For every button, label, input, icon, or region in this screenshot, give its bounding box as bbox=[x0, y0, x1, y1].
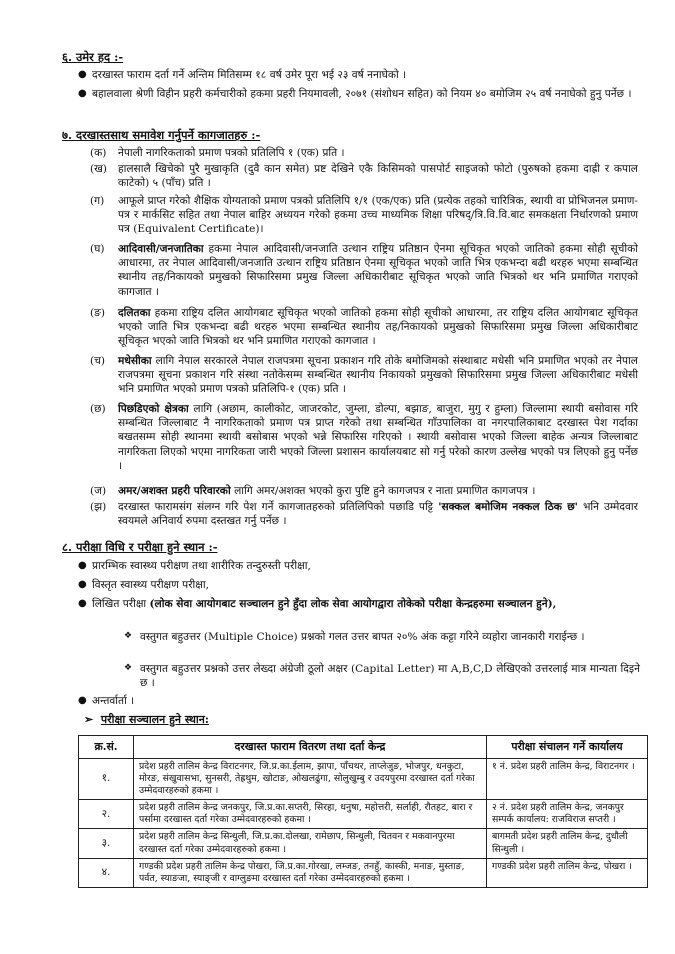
row-office: बागमती प्रदेश प्रहरी तालिम केन्द्र, दुधौली सिन्धुली । bbox=[487, 829, 648, 858]
exam-bullet-bold: (लोक सेवा आयोगबाट सञ्चालन हुने हुँदा लोक सेवा आयोगद्वारा तोकेको परीक्षा केन्द्रहरुमा सञ्चालन हुने), bbox=[149, 598, 557, 610]
exam-heading: ८. परीक्षा विधि र परीक्षा हुने स्थान :- bbox=[62, 540, 218, 554]
doc-item-bold: दलितका bbox=[118, 307, 151, 319]
doc-item-label: (छ) bbox=[90, 403, 106, 415]
table-row bbox=[79, 800, 648, 829]
doc-item-bold: पिछडिएको क्षेत्रका bbox=[118, 403, 189, 415]
bullet-icon: ● bbox=[78, 598, 87, 609]
arrow-right-icon: ➢ bbox=[84, 713, 94, 726]
doc-item-text: भनि उम्मेदवार स्वयमले अनिवार्य रुपमा दस्तखत गर्नु पर्नेछ । bbox=[118, 501, 638, 528]
doc-item-label: (ङ) bbox=[90, 307, 106, 319]
exam-bullet-4 bbox=[78, 694, 640, 708]
doc-item-text: हकमा राष्ट्रिय दलित आयोगबाट सूचिकृत भएको जातिको हकमा सोही सूचीको आधारमा, तर राष्ट्रिय दलित आयोगबाट सूचिकृत भएको जाति भित्र एकभन्दा बढी थरहरु भएमा सम्बन्धित स्थानीय तह/निकायको प्रमुखको सिफारिसमा प्रमुख जिल्ला अधिकारीबाट सूचिकृत भएको जाति भित्रको थर भनि प्रमाणित गराएको कागजात । bbox=[118, 307, 638, 348]
venue-heading-text: परीक्षा सञ्चालन हुने स्थान: bbox=[100, 713, 209, 726]
doc-item-ka bbox=[90, 146, 638, 160]
diamond-bullet-icon: ❖ bbox=[124, 663, 133, 673]
bullet-icon: ● bbox=[78, 69, 87, 80]
doc-item-text: हालसालै खिचेको पुरै मुखाकृति (दुवै कान समेत) प्रष्ट देखिने एकै किसिमको पासपोर्ट साइजको फोटो (पुरुषको हकमा दाह्री र कपाल काटेको) ५ (पाँच) प्रति । bbox=[118, 163, 638, 190]
row-serial: २. bbox=[79, 800, 134, 829]
row-office: १ नं. प्रदेश प्रहरी तालिम केन्द्र, विराटनगर । bbox=[487, 759, 648, 800]
exam-sub-2 bbox=[124, 662, 640, 690]
bullet-icon: ● bbox=[78, 88, 87, 99]
venue-heading bbox=[84, 713, 209, 728]
row-serial: १. bbox=[79, 759, 134, 800]
venue-table bbox=[78, 735, 648, 888]
age-bullet-2 bbox=[78, 87, 640, 101]
exam-bullet-3 bbox=[78, 597, 640, 611]
row-serial: ३. bbox=[79, 829, 134, 858]
table-row bbox=[79, 759, 648, 800]
doc-item-text: हकमा नेपाल आदिवासी/जनजाति उत्थान राष्ट्रिय प्रतिष्ठान ऐनमा सूचिकृत भएको जातिको हकमा सोही सूचीको आधारमा, तर नेपाल आदिवासी/जनजाति उत्थान राष्ट्रिय प्रतिष्ठान ऐनमा सूचिकृत भएको जाति भित्र एकभन्दा बढी थरहरु भएमा सम्बन्धित स्थानीय तह/निकायको प्रमुखको सिफारिसमा प्रमुख जिल्ला अधिकारीबाट सूचिकृत भएको जाति भित्रको थर भनि प्रमाणित गराएको कागजात । bbox=[118, 243, 638, 298]
exam-bullet-text: प्रारम्भिक स्वास्थ्य परीक्षण तथा शारीरिक तन्दुरुस्ती परीक्षा, bbox=[92, 560, 311, 572]
exam-sub-1 bbox=[124, 630, 640, 644]
exam-bullet-text: विस्तृत स्वास्थ्य परीक्षण परीक्षा, bbox=[92, 579, 209, 591]
row-center: प्रदेश प्रहरी तालिम केन्द्र विराटनगर, जि.प्र.का.ईलाम, झापा, पाँचथर, ताप्लेजुङ, भोजपुर, धनकुटा, मोरङ, संखुवासभा, सुनसरी, तेह्रथुम, खोटाङ, ओखलढुंगा, सोलुखुम्बु र उदयपुरमा दरखास्त दर्ता गरेका उम्मेदवारहरुको हकमा । bbox=[134, 759, 487, 800]
age-bullet-1 bbox=[78, 68, 640, 82]
doc-item-label: (च) bbox=[90, 355, 105, 367]
doc-item-text: नेपाली नागरिकताको प्रमाण पत्रको प्रतिलिपि १ (एक) प्रति । bbox=[118, 147, 345, 159]
doc-item-chha bbox=[90, 402, 638, 473]
doc-item-ja bbox=[90, 484, 638, 498]
doc-item-label: (क) bbox=[90, 147, 107, 159]
exam-bullet-1 bbox=[78, 559, 640, 573]
diamond-bullet-icon: ❖ bbox=[124, 631, 133, 641]
doc-item-nga bbox=[90, 306, 638, 349]
doc-item-bold: आदिवासी/जनजातिका bbox=[118, 243, 204, 255]
doc-item-label: (ग) bbox=[90, 195, 105, 207]
row-office: २ नं. प्रदेश प्रहरी तालिम केन्द्र, जनकपुर सम्पर्क कार्यालय: राजविराज सप्तरी । bbox=[487, 800, 648, 829]
bullet-icon: ● bbox=[78, 579, 87, 590]
bullet-icon: ● bbox=[78, 695, 87, 706]
doc-item-text: लागि (अछाम, कालीकोट, जाजरकोट, जुम्ला, डोल्पा, बझाङ, बाजुरा, मुगु र हुम्ला) जिल्लामा स्थायी बसोवास गरि सम्बन्धित जिल्लाबाट नै नागरिकताको प्रमाण पत्र प्राप्त गरेको तथा सम्बन्धित गाँउपालिका वा नगरपालिकाबाट दरखास्त पेश गर्दाका बखतसम्म सोही स्थानमा स्थायी बसोबास भएको भन्ने सिफारिस गरिएको । स्थायी बसोवास भएको जिल्ला बाहेक अन्यत्र जिल्लाबाट नागरिकता लिएको भएमा नागरिकता जारी भएको जिल्ला प्रशासन कार्यालयबाट सो गर्नु परेको कारण उल्लेख भएको पत्र लिएको हुनु पर्नेछ । bbox=[118, 403, 638, 472]
doc-item-label: (घ) bbox=[90, 243, 105, 255]
doc-item-bold: अमर/अशक्त प्रहरी परिवारको bbox=[118, 485, 231, 497]
exam-bullet-text: अन्तर्वार्ता । bbox=[92, 695, 135, 707]
table-row bbox=[79, 829, 648, 858]
doc-item-text: दरखास्त फारामसंग संलग्न गरि पेश गर्ने कागजातहरुको प्रतिलिपिको पछाडि पट्टि bbox=[118, 501, 433, 513]
doc-item-kha bbox=[90, 162, 638, 190]
row-serial: ४. bbox=[79, 858, 134, 887]
doc-item-jha bbox=[90, 500, 638, 528]
row-center: गण्डकी प्रदेश प्रहरी तालिम केन्द्र पोखरा, जि.प्र.का.गोरखा, लम्जङ, तनहुँ, कास्की, मनाङ, मुस्ताङ, पर्वत, स्याङजा, स्याङ्जी र वाग्लुङमा दरखास्त दर्ता गरेका उम्मेदवारहरुको हकमा । bbox=[134, 858, 487, 887]
doc-item-text: आफूले प्राप्त गरेको शैक्षिक योग्यताको प्रमाण पत्रको प्रतिलिपि १/१ (एक/एक) प्रति (प्रत्येक तहको चारित्रिक, स्थायी वा प्रोभिजनल प्रमाण-पत्र र मार्कसिट सहित तथा नेपाल बाहिर अध्ययन गरेको हकमा उच्च माध्यमिक शिक्षा परिषद्/त्रि.वि.वि.बाट समकक्षता निर्धारणको प्रमाण पत्र (Equivalent Certificate)। bbox=[118, 195, 638, 236]
doc-item-text: लागि नेपाल सरकारले नेपाल राजपत्रमा सूचना प्रकाशन गरि तोके बमोजिमको संस्थाबाट मधेसी भनि प्रमाणित भएको तर नेपाल राजपत्रमा सूचना प्रकाशन गरि संस्था नतोकेसम्म सम्बन्धित स्थानीय निकायको प्रमुखको सिफारिसमा प्रमुख जिल्ला अधिकारीबाट मधेसी भनि प्रमाणित भएको प्रमाण पत्रको प्रतिलिपि-१ (एक) प्रति । bbox=[118, 355, 638, 396]
docs-heading: ७. दरखास्तसाथ समावेश गर्नुपर्ने कागजातहरु :- bbox=[62, 128, 261, 142]
exam-bullet-2 bbox=[78, 578, 640, 592]
header-center: दरखास्त फाराम वितरण तथा दर्ता केन्द्र bbox=[134, 736, 487, 759]
header-serial: क्र.सं. bbox=[79, 736, 134, 759]
doc-item-label: (ज) bbox=[90, 485, 107, 497]
age-bullet-2-text: बहालवाला श्रेणी विहीन प्रहरी कर्मचारीको हकमा प्रहरी नियमावली, २०७१ (संशोधन सहित) को नियम ४० बमोजिम २५ वर्ष ननाघेको हुनु पर्नेछ । bbox=[92, 88, 632, 100]
age-bullet-1-text: दरखास्त फाराम दर्ता गर्ने अन्तिम मितिसम्म १८ वर्ष उमेर पूरा भई २३ वर्ष ननाघेको । bbox=[92, 69, 407, 81]
header-office: परीक्षा संचालन गर्ने कार्यालय bbox=[487, 736, 648, 759]
doc-item-text: लागि अमर/अशक्त भएको कुरा पुष्टि हुने कागजपत्र र नाता प्रमाणित कागजपत्र । bbox=[230, 485, 536, 497]
row-center: प्रदेश प्रहरी तालिम केन्द्र जनकपुर, जि.प्र.का.सप्तरी, सिरहा, धनुषा, महोत्तरी, सर्लाही, रौतहट, बारा र पर्सामा दरखास्त दर्ता गरेका उम्मेदवारहरुको हकमा । bbox=[134, 800, 487, 829]
exam-sub-text: वस्तुगत बहुउत्तर (Multiple Choice) प्रश्नको गलत उत्तर बापत २०% अंक कट्टा गरिने व्यहोरा जानकारी गराईन्छ । bbox=[140, 631, 585, 643]
doc-item-cha bbox=[90, 354, 638, 397]
exam-bullet-text: लिखित परीक्षा bbox=[92, 598, 150, 610]
doc-item-bold: 'सक्कल बमोजिम नक्कल ठिक छ' bbox=[432, 501, 578, 513]
doc-item-label: (ख) bbox=[90, 163, 107, 175]
row-office: गण्डकी प्रदेश प्रहरी तालिम केन्द्र, पोखरा । bbox=[487, 858, 648, 887]
exam-sub-text: वस्तुगत बहुउत्तर प्रश्नको उत्तर लेख्दा अंग्रेजी ठूलो अक्षर (Capital Letter) मा A,B,C,D लेखिएको उत्तरलाई मात्र मान्यता दिइने छ । bbox=[140, 663, 640, 690]
age-heading: ६. उमेर हद :- bbox=[62, 50, 124, 64]
doc-item-bold: मधेसीका bbox=[118, 355, 152, 367]
bullet-icon: ● bbox=[78, 560, 87, 571]
doc-item-label: (झ) bbox=[90, 501, 107, 513]
table-header-row bbox=[79, 736, 648, 759]
row-center: प्रदेश प्रहरी तालिम केन्द्र सिन्धुली, जि.प्र.का.दोलखा, रामेछाप, सिन्धुली, चितवन र मकवानपुरमा दरखास्त दर्ता गरेका उम्मेदवारहरुको हकमा । bbox=[134, 829, 487, 858]
doc-item-ga bbox=[90, 194, 638, 237]
table-row bbox=[79, 858, 648, 887]
doc-item-gha bbox=[90, 242, 638, 299]
